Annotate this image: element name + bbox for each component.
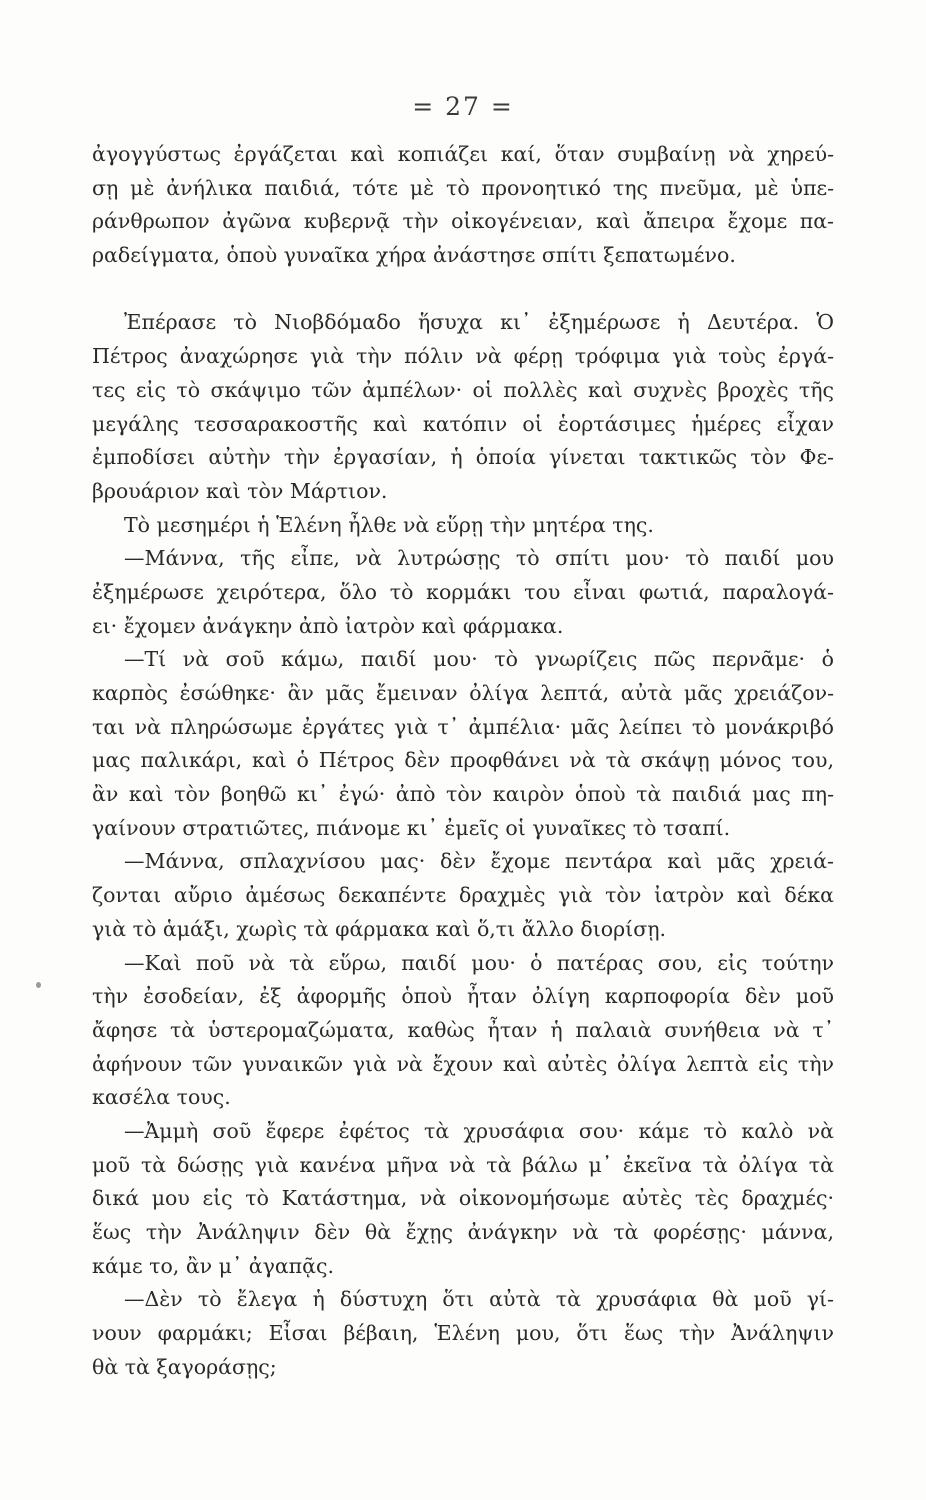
text-line: νουν φαρμάκι; Εἶσαι βέβαιη, Ἑλένη μου, ὅτι ἕως τὴν Ἀνάληψιν (92, 1321, 834, 1346)
text-line: καρπὸς ἐσώθηκε· ἂν μᾶς ἔμειναν ὀλίγα λεπτά, αὐτὰ μᾶς χρειάζον- (92, 681, 834, 705)
paragraph (92, 947, 834, 1115)
text-line: γαίνουν στρατιῶτες, πιάνομε κι᾿ ἐμεῖς οἱ γυναῖκες τὸ τσαπί. (92, 815, 731, 840)
text-line: —Μάννα, σπλαχνίσου μας· δὲν ἔχομε πεντάρα καὶ μᾶς χρειά- (124, 849, 834, 874)
text-line: ἀγογγύστως ἐργάζεται καὶ κοπιάζει καί, ὅταν συμβαίνῃ νὰ χηρεύ- (92, 142, 834, 166)
text-line: μεγάλης τεσσαρακοστῆς καὶ κατόπιν οἱ ἑορτάσιμες ἡμέρες εἶχαν (92, 411, 834, 436)
text-line: ἐξημέρωσε χειρότερα, ὅλο τὸ κορμάκι του εἶναι φωτιά, παραλογά- (92, 579, 834, 604)
text-line: —Τί νὰ σοῦ κάμω, παιδί μου· τὸ γνωρίζεις πῶς περνᾶμε· ὁ (124, 647, 834, 672)
text-line: ει· ἔχομεν ἀνάγκην ἀπὸ ἰατρὸν καὶ φάρμακα. (92, 613, 564, 638)
text-line: Ἐπέρασε τὸ Νιοβδόμαδο ἥσυχα κι᾿ ἐξημέρωσε ἡ Δευτέρα. Ὁ (124, 310, 834, 335)
text-line: κασέλα τους. (92, 1085, 231, 1110)
text-line: βρουάριον καὶ τὸν Μάρτιον. (92, 478, 388, 503)
paragraph (92, 1283, 834, 1384)
text-line: ἄφησε τὰ ὑστερομαζώματα, καθὼς ἦταν ἡ παλαιὰ συνήθεια νὰ τ᾿ (92, 1017, 834, 1042)
text-line: τες εἰς τὸ σκάψιμο τῶν ἀμπέλων· οἱ πολλὲς καὶ συχνὲς βροχὲς τῆς (92, 377, 834, 402)
paragraph-gap (92, 273, 834, 307)
page-number: = 27 = (412, 92, 514, 121)
text-line: τὴν ἐσοδείαν, ἐξ ἀφορμῆς ὁποὺ ἦταν ὀλίγη καρποφορία δὲν μοῦ (92, 984, 834, 1009)
text-line: —Ἀμμὴ σοῦ ἔφερε ἐφέτος τὰ χρυσάφια σου· κάμε τὸ καλὸ νὰ (124, 1118, 834, 1143)
text-line: ἀφήνουν τῶν γυναικῶν γιὰ νὰ ἔχουν καὶ αὐτὲς ὀλίγα λεπτὰ εἰς τὴν (92, 1051, 834, 1076)
paragraph (92, 509, 834, 543)
text-line: ἂν καὶ τὸν βοηθῶ κι᾿ ἐγώ· ἀπὸ τὸν καιρὸν ὁποὺ τὰ παιδιά μας πη- (92, 782, 834, 807)
paragraph (92, 643, 834, 845)
text-line: —Δὲν τὸ ἔλεγα ἡ δύστυχη ὅτι αὐτὰ τὰ χρυσάφια θὰ μοῦ γί- (124, 1287, 834, 1312)
paragraph (92, 138, 834, 273)
paragraph (92, 845, 834, 946)
text-line: Τὸ μεσημέρι ἡ Ἑλένη ἦλθε νὰ εὕρῃ τὴν μητέρα της. (124, 512, 654, 537)
text-line: ζονται αὔριο ἀμέσως δεκαπέντε δραχμὲς γιὰ τὸν ἰατρὸν καὶ δέκα (92, 883, 834, 908)
text-line: ἐμποδίσει αὐτὴν τὴν ἐργασίαν, ἡ ὁποία γίνεται τακτικῶς τὸν Φε- (92, 445, 834, 470)
text-line: —Καὶ ποῦ νὰ τὰ εὕρω, παιδί μου· ὁ πατέρας σου, εἰς τούτην (124, 950, 834, 975)
paragraph (92, 306, 834, 508)
paper-speck (36, 982, 41, 988)
text-line: σῃ μὲ ἀνήλικα παιδιά, τότε μὲ τὸ προνοητικό της πνεῦμα, μὲ ὑπε- (92, 175, 834, 200)
body-text (92, 138, 834, 1384)
text-line: ραδείγματα, ὁποὺ γυναῖκα χήρα ἀνάστησε σπίτι ξεπατωμένο. (92, 243, 736, 268)
paragraph (92, 1115, 834, 1283)
text-line: —Μάννα, τῆς εἶπε, νὰ λυτρώσῃς τὸ σπίτι μου· τὸ παιδί μου (124, 546, 834, 571)
paragraph (92, 542, 834, 643)
text-line: κάμε το, ἂν μ᾿ ἀγαπᾷς. (92, 1253, 334, 1278)
text-line: ἕως τὴν Ἀνάληψιν δὲν θὰ ἔχῃς ἀνάγκην νὰ τὰ φορέσῃς· μάννα, (92, 1220, 834, 1244)
text-line: Πέτρος ἀναχώρησε γιὰ τὴν πόλιν νὰ φέρῃ τρόφιμα γιὰ τοὺς ἐργά- (92, 344, 834, 369)
text-line: ται νὰ πληρώσωμε ἐργάτες γιὰ τ᾿ ἀμπέλια· μᾶς λείπει τὸ μονάκριβό (92, 714, 834, 739)
text-line: δικά μου εἰς τὸ Κατάστημα, νὰ οἰκονομήσωμε αὐτὲς τὲς δραχμές· (92, 1186, 834, 1211)
text-line: μοῦ τὰ δώσῃς γιὰ κανένα μῆνα νὰ τὰ βάλω μ᾿ ἐκεῖνα τὰ ὀλίγα τὰ (92, 1152, 834, 1177)
text-line: μας παλικάρι, καὶ ὁ Πέτρος δὲν προφθάνει νὰ τὰ σκάψῃ μόνος του, (92, 748, 834, 773)
text-line: γιὰ τὸ ἁμάξι, χωρὶς τὰ φάρμακα καὶ ὅ,τι ἄλλο διορίσῃ. (92, 916, 666, 941)
text-line: θὰ τὰ ξαγοράσῃς; (92, 1354, 277, 1379)
text-line: ράνθρωπον ἀγῶνα κυβερνᾷ τὴν οἰκογένειαν, καὶ ἄπειρα ἔχομε πα- (92, 209, 834, 234)
